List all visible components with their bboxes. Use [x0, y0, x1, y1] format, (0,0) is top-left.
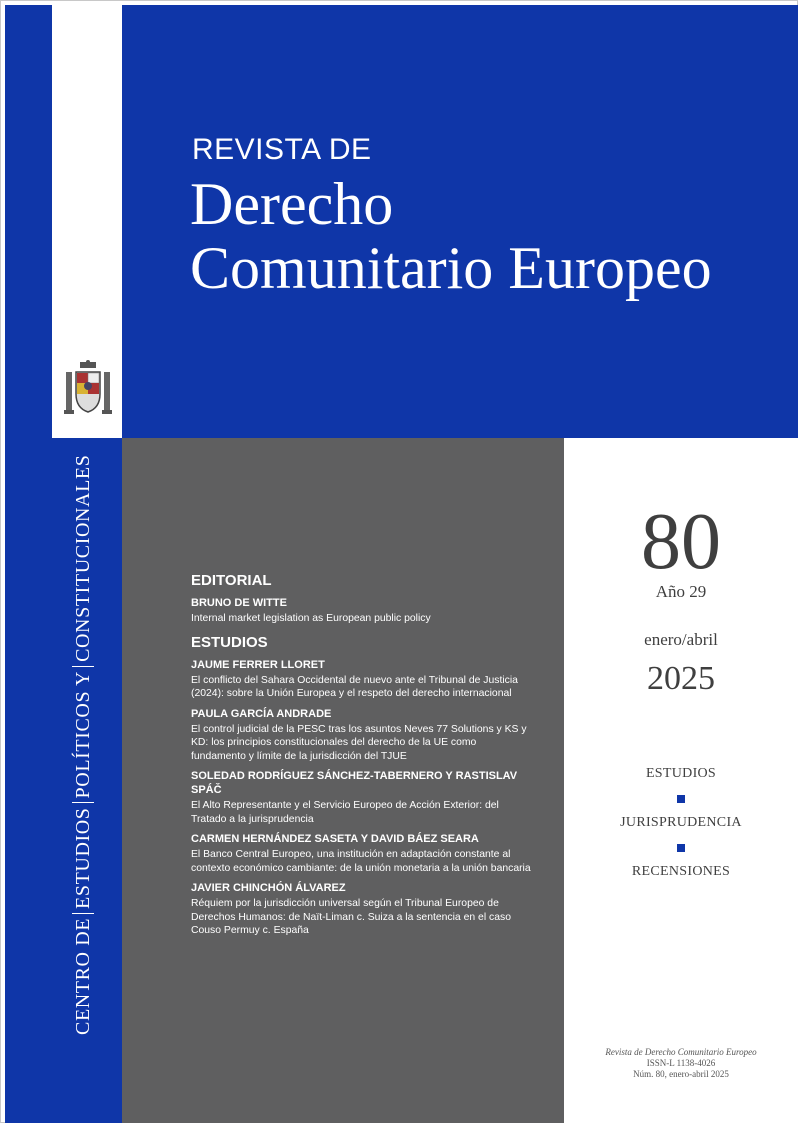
issue-year-label: Año 29 — [655, 582, 707, 601]
publisher-part3: POLÍTICOS Y — [72, 670, 94, 799]
article-title: Réquiem por la jurisdicción universal según el Tribunal Europeo de Derechos Humanos: de Naït-Liman c. Suiza a la sentencia en el caso Couso Permuy c. España — [191, 898, 511, 936]
footer-journal: Revista de Derecho Comunitario Europeo — [605, 1047, 757, 1057]
issue-footer — [564, 1047, 798, 1080]
editorial-heading: EDITORIAL — [191, 572, 272, 589]
article-title: El Banco Central Europeo, una institución en adaptación constante al contexto económico cambiante: de la unión monetaria a la unión bancaria — [191, 849, 531, 874]
issue-period: enero/abril — [644, 630, 718, 649]
masthead-line1: REVISTA DE — [192, 133, 372, 166]
estudios-heading: ESTUDIOS — [191, 633, 268, 651]
section-jurisprudencia: JURISPRUDENCIA — [620, 815, 742, 830]
editorial-author: BRUNO DE WITTE — [191, 597, 287, 609]
section-recensiones: RECENSIONES — [631, 864, 731, 879]
coat-of-arms-icon — [62, 360, 114, 418]
square-bullet-icon — [677, 795, 685, 803]
issue-number: 80 — [641, 498, 721, 586]
table-of-contents — [191, 572, 531, 944]
footer-issn: ISSN-L 1138-4026 — [646, 1058, 716, 1068]
separator — [72, 913, 94, 914]
publisher-part4: CONSTITUCIONALES — [72, 454, 94, 662]
separator — [72, 666, 94, 667]
article-title: El conflicto del Sahara Occidental de nuevo ante el Tribunal de Justicia (2024): sobre la Unión Europea y el respeto del derecho internacional — [191, 674, 518, 699]
article-author: CARMEN HERNÁNDEZ SASETA Y DAVID BÁEZ SEARA — [191, 833, 479, 845]
article-author: PAULA GARCÍA ANDRADE — [191, 707, 332, 720]
article-title: El control judicial de la PESC tras los asuntos Neves 77 Solutions y KS y KD: los principios constitucionales del derecho de la UE como fundamento y límite de la jurisdicción del TJUE — [191, 723, 527, 762]
publisher-part1: CENTRO DE — [72, 917, 94, 1035]
section-estudios: ESTUDIOS — [645, 766, 717, 781]
footer-issue: Núm. 80, enero-abril 2025 — [633, 1069, 729, 1079]
masthead-line2: Derecho — [190, 171, 394, 237]
masthead-line3: Comunitario Europeo — [190, 235, 712, 301]
square-bullet-icon — [677, 844, 685, 852]
publisher-vertical — [72, 455, 95, 1035]
blue-left-band — [5, 5, 52, 1123]
editorial-title: Internal market legislation as European public policy — [191, 613, 431, 624]
article-author: SOLEDAD RODRÍGUEZ SÁNCHEZ-TABERNERO Y RASTISLAV SPÁČ — [191, 770, 518, 796]
article-author: JAVIER CHINCHÓN ÁLVAREZ — [191, 882, 346, 894]
article-title: El Alto Representante y el Servicio Europeo de Acción Exterior: del Tratado a la jurisprudencia — [191, 800, 499, 825]
separator — [72, 802, 94, 803]
issue-year: 2025 — [647, 660, 715, 697]
publisher-part2: ESTUDIOS — [72, 807, 94, 909]
article-author: JAUME FERRER LLORET — [191, 658, 325, 671]
